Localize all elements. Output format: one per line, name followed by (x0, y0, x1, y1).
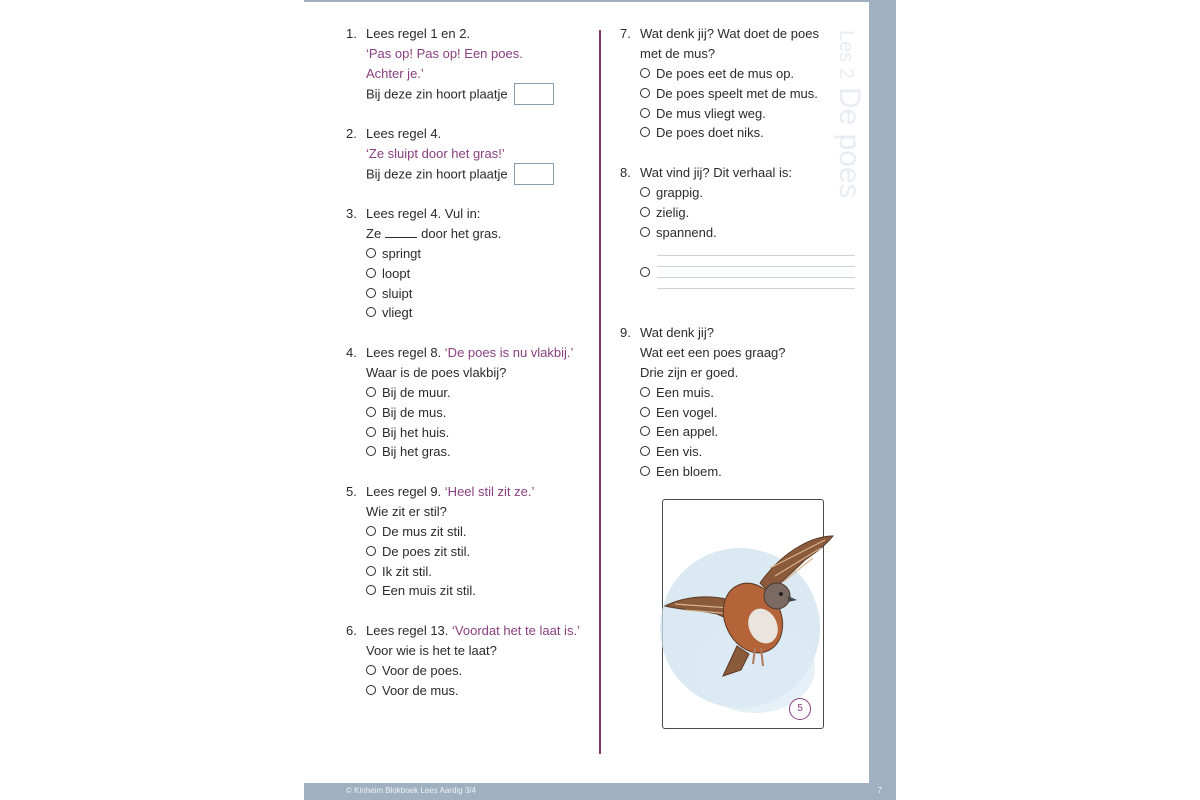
fill-in-end: door het gras. (421, 225, 502, 241)
option-item[interactable]: De mus zit stil. (366, 522, 467, 542)
picture-number-badge: 5 (789, 698, 811, 720)
question-text: Wat denk jij? Wat doet de poes (640, 26, 819, 41)
option-item[interactable]: Een muis. (640, 383, 714, 403)
option-circle-icon[interactable] (640, 127, 650, 137)
fill-in-blank[interactable] (385, 227, 417, 238)
question-text: Bij deze zin hoort plaatje (366, 86, 508, 102)
option-item[interactable]: De poes doet niks. (640, 123, 764, 143)
answer-box[interactable] (514, 163, 554, 185)
option-circle-icon[interactable] (366, 546, 376, 556)
quote-text: ‘Heel stil zit ze.’ (444, 484, 535, 499)
option-item[interactable]: Ik zit stil. (366, 562, 432, 582)
question-text: Lees regel 9. (366, 484, 442, 499)
footer-page-number: 7 (877, 786, 882, 795)
option-circle-icon[interactable] (366, 248, 376, 258)
quote-text: Achter je.’ (366, 65, 424, 81)
side-band (869, 0, 896, 783)
question-number: 1. (346, 26, 357, 41)
question-number: 4. (346, 345, 357, 360)
option-circle-icon[interactable] (366, 685, 376, 695)
question-text: Lees regel 13. (366, 623, 449, 638)
quote-text: ‘Ze sluipt door het gras!’ (366, 145, 505, 161)
question-text: Lees regel 4. (366, 126, 442, 141)
side-title-les: Les 2 (835, 30, 857, 79)
sparrow-illustration (645, 498, 845, 728)
option-circle-icon[interactable] (640, 426, 650, 436)
option-circle-icon[interactable] (366, 526, 376, 536)
option-item[interactable]: spannend. (640, 223, 717, 243)
option-circle-icon[interactable] (640, 68, 650, 78)
option-item[interactable]: Bij het gras. (366, 442, 451, 462)
option-circle-icon[interactable] (640, 108, 650, 118)
question-number: 5. (346, 484, 357, 499)
question-text: Lees regel 1 en 2. (366, 26, 471, 41)
option-item[interactable]: springt (366, 244, 421, 264)
column-divider (599, 30, 601, 754)
option-circle-icon[interactable] (640, 187, 650, 197)
option-circle-icon[interactable] (640, 227, 650, 237)
option-circle-icon[interactable] (366, 268, 376, 278)
question-text: Wat eet een poes graag? (640, 344, 786, 360)
question-text: Wie zit er stil? (366, 503, 447, 519)
option-item[interactable]: loopt (366, 264, 410, 284)
question-text: Lees regel 8. (366, 345, 442, 360)
option-circle-icon[interactable] (366, 288, 376, 298)
option-item[interactable]: Bij de muur. (366, 383, 451, 403)
option-circle-icon[interactable] (366, 407, 376, 417)
option-circle-icon[interactable] (366, 446, 376, 456)
fill-in-start: Ze (366, 225, 382, 241)
question-number: 3. (346, 206, 357, 221)
option-circle-icon[interactable] (640, 446, 650, 456)
question-text: Wat denk jij? (640, 325, 714, 340)
quote-text: ‘Voordat het te laat is.’ (452, 623, 580, 638)
option-item[interactable]: vliegt (366, 303, 412, 323)
option-item[interactable]: Een bloem. (640, 462, 722, 482)
option-item[interactable]: Bij het huis. (366, 423, 449, 443)
answer-box[interactable] (514, 83, 554, 105)
option-item[interactable]: Een vogel. (640, 403, 717, 423)
quote-text: ‘De poes is nu vlakbij.’ (444, 345, 574, 360)
option-circle-icon[interactable] (366, 387, 376, 397)
option-circle-icon[interactable] (366, 585, 376, 595)
option-item[interactable]: zielig. (640, 203, 689, 223)
option-circle-icon[interactable] (640, 207, 650, 217)
option-circle-icon[interactable] (366, 665, 376, 675)
option-item[interactable]: Een appel. (640, 422, 718, 442)
option-item[interactable]: Voor de poes. (366, 661, 462, 681)
option-circle-icon[interactable] (366, 427, 376, 437)
option-item[interactable]: sluipt (366, 284, 412, 304)
option-item[interactable]: De poes zit stil. (366, 542, 470, 562)
option-circle-icon[interactable] (366, 307, 376, 317)
question-number: 6. (346, 623, 357, 638)
option-circle-icon[interactable] (366, 566, 376, 576)
option-circle-icon[interactable] (640, 88, 650, 98)
question-text: Bij deze zin hoort plaatje (366, 166, 508, 182)
question-number: 9. (620, 325, 631, 340)
question-text: Wat vind jij? Dit verhaal is: (640, 165, 792, 180)
question-number: 7. (620, 26, 631, 41)
question-text: Lees regel 4. Vul in: (366, 206, 481, 221)
question-text: Waar is de poes vlakbij? (366, 364, 507, 380)
question-number: 8. (620, 165, 631, 180)
footer-bar (304, 783, 896, 800)
option-item[interactable]: Bij de mus. (366, 403, 446, 423)
side-title-name: De poes (833, 86, 866, 199)
footer-copyright: © Kinheim Blokboek Lees Aardig 3/4 (346, 786, 476, 795)
quote-text: ‘Pas op! Pas op! Een poes. (366, 45, 523, 61)
option-item[interactable]: Een muis zit stil. (366, 581, 476, 601)
question-number: 2. (346, 126, 357, 141)
question-text: met de mus? (640, 45, 716, 61)
question-text: Drie zijn er goed. (640, 364, 739, 380)
sparrow-picture (662, 499, 824, 729)
option-other-circle-icon[interactable] (640, 267, 650, 277)
option-item[interactable]: Een vis. (640, 442, 702, 462)
option-circle-icon[interactable] (640, 387, 650, 397)
option-circle-icon[interactable] (640, 407, 650, 417)
write-in-lines[interactable] (657, 255, 855, 299)
option-item[interactable]: grappig. (640, 183, 703, 203)
question-text: Voor wie is het te laat? (366, 642, 497, 658)
option-item[interactable]: Voor de mus. (366, 681, 459, 701)
option-item[interactable]: De poes eet de mus op. (640, 64, 794, 84)
option-circle-icon[interactable] (640, 466, 650, 476)
option-item[interactable]: De mus vliegt weg. (640, 104, 766, 124)
option-item[interactable]: De poes speelt met de mus. (640, 84, 818, 104)
